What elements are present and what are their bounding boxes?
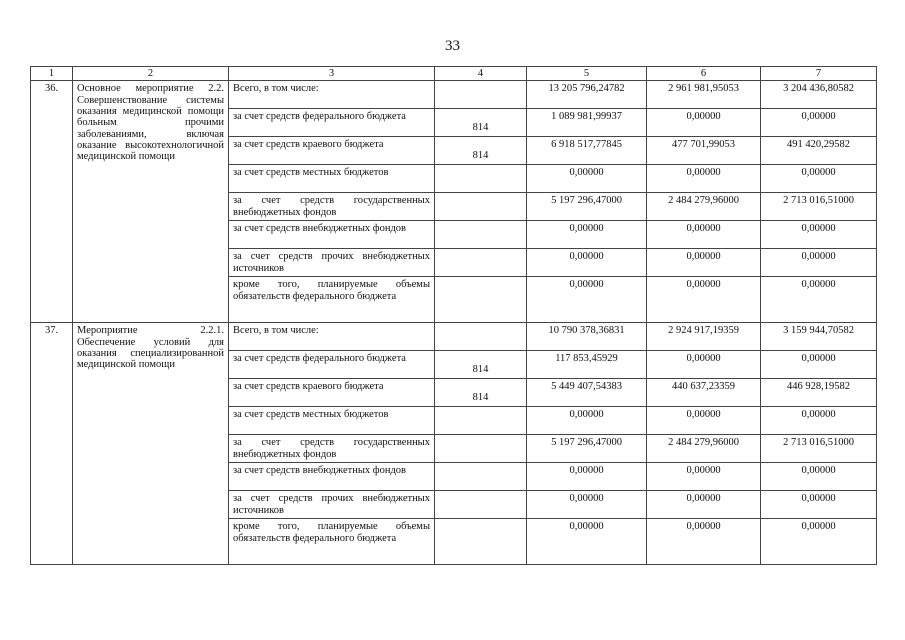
- value-col6: 0,00000: [647, 407, 761, 435]
- value-col7: 0,00000: [761, 351, 877, 379]
- value-col6: 0,00000: [647, 519, 761, 565]
- budget-code: [435, 165, 527, 193]
- value-col5: 0,00000: [527, 165, 647, 193]
- value-col7: 0,00000: [761, 165, 877, 193]
- funding-source: за счет средств внебюджетных фондов: [229, 221, 435, 249]
- value-col7: 0,00000: [761, 277, 877, 323]
- budget-code: [435, 519, 527, 565]
- value-col6: 2 961 981,95053: [647, 81, 761, 109]
- funding-source: Всего, в том числе:: [229, 323, 435, 351]
- value-col5: 5 197 296,47000: [527, 435, 647, 463]
- value-col6: 2 924 917,19359: [647, 323, 761, 351]
- value-col5: 5 449 407,54383: [527, 379, 647, 407]
- page-number: 33: [445, 38, 460, 54]
- table-row: [31, 81, 877, 109]
- measure-title: Мероприятие 2.2.1. Обеспечение условий для оказания специализированной медицинской помощи: [73, 323, 229, 565]
- value-col7: 0,00000: [761, 249, 877, 277]
- column-header: 4: [435, 67, 527, 81]
- value-col5: 0,00000: [527, 463, 647, 491]
- value-col5: 117 853,45929: [527, 351, 647, 379]
- header-row: [31, 67, 877, 81]
- value-col7: 3 159 944,70582: [761, 323, 877, 351]
- funding-source: кроме того, планируемые объемы обязательств федерального бюджета: [229, 277, 435, 323]
- column-header: 5: [527, 67, 647, 81]
- budget-code: [435, 249, 527, 277]
- value-col7: 0,00000: [761, 221, 877, 249]
- budget-code: [435, 221, 527, 249]
- column-header: 3: [229, 67, 435, 81]
- budget-code: [435, 463, 527, 491]
- value-col7: 0,00000: [761, 491, 877, 519]
- column-header: 6: [647, 67, 761, 81]
- budget-code: [435, 277, 527, 323]
- value-col7: 0,00000: [761, 519, 877, 565]
- budget-code: [435, 81, 527, 109]
- row-number: 37.: [31, 323, 73, 565]
- value-col5: 0,00000: [527, 519, 647, 565]
- column-header: 7: [761, 67, 877, 81]
- value-col6: 0,00000: [647, 109, 761, 137]
- funding-source: за счет средств краевого бюджета: [229, 379, 435, 407]
- budget-code: 814: [435, 379, 527, 407]
- value-col7: 3 204 436,80582: [761, 81, 877, 109]
- funding-source: за счет средств краевого бюджета: [229, 137, 435, 165]
- value-col6: 0,00000: [647, 249, 761, 277]
- value-col5: 0,00000: [527, 249, 647, 277]
- budget-code: [435, 491, 527, 519]
- value-col7: 2 713 016,51000: [761, 193, 877, 221]
- value-col6: 0,00000: [647, 491, 761, 519]
- value-col7: 0,00000: [761, 407, 877, 435]
- budget-code: 814: [435, 109, 527, 137]
- value-col6: 0,00000: [647, 165, 761, 193]
- value-col6: 0,00000: [647, 221, 761, 249]
- funding-source: Всего, в том числе:: [229, 81, 435, 109]
- value-col5: 0,00000: [527, 221, 647, 249]
- value-col7: 0,00000: [761, 463, 877, 491]
- value-col7: 446 928,19582: [761, 379, 877, 407]
- budget-code: [435, 323, 527, 351]
- funding-source: за счет средств местных бюджетов: [229, 165, 435, 193]
- budget-code: 814: [435, 351, 527, 379]
- budget-code: 814: [435, 137, 527, 165]
- column-header: 2: [73, 67, 229, 81]
- table-row: [31, 323, 877, 351]
- value-col7: 491 420,29582: [761, 137, 877, 165]
- value-col6: 440 637,23359: [647, 379, 761, 407]
- value-col5: 5 197 296,47000: [527, 193, 647, 221]
- budget-code: [435, 193, 527, 221]
- value-col5: 13 205 796,24782: [527, 81, 647, 109]
- value-col7: 0,00000: [761, 109, 877, 137]
- budget-table: [30, 66, 877, 565]
- value-col5: 0,00000: [527, 407, 647, 435]
- section-37: [31, 323, 877, 565]
- value-col6: 0,00000: [647, 277, 761, 323]
- section-36: [31, 81, 877, 323]
- funding-source: за счет средств государственных внебюджетных фондов: [229, 193, 435, 221]
- funding-source: за счет средств внебюджетных фондов: [229, 463, 435, 491]
- funding-source: за счет средств прочих внебюджетных источников: [229, 491, 435, 519]
- funding-source: за счет средств федерального бюджета: [229, 351, 435, 379]
- row-number: 36.: [31, 81, 73, 323]
- funding-source: за счет средств государственных внебюджетных фондов: [229, 435, 435, 463]
- value-col5: 1 089 981,99937: [527, 109, 647, 137]
- value-col6: 0,00000: [647, 351, 761, 379]
- value-col6: 2 484 279,96000: [647, 193, 761, 221]
- measure-title: Основное мероприятие 2.2. Совершенствование системы оказания медицинской помощи больным прочими заболеваниями, включая оказание высокотехнологичной медицинской помощи: [73, 81, 229, 323]
- funding-source: кроме того, планируемые объемы обязательств федерального бюджета: [229, 519, 435, 565]
- funding-source: за счет средств местных бюджетов: [229, 407, 435, 435]
- budget-code: [435, 435, 527, 463]
- value-col6: 477 701,99053: [647, 137, 761, 165]
- value-col6: 2 484 279,96000: [647, 435, 761, 463]
- value-col5: 0,00000: [527, 491, 647, 519]
- budget-code: [435, 407, 527, 435]
- value-col7: 2 713 016,51000: [761, 435, 877, 463]
- funding-source: за счет средств федерального бюджета: [229, 109, 435, 137]
- column-header: 1: [31, 67, 73, 81]
- value-col6: 0,00000: [647, 463, 761, 491]
- value-col5: 0,00000: [527, 277, 647, 323]
- value-col5: 6 918 517,77845: [527, 137, 647, 165]
- funding-source: за счет средств прочих внебюджетных источников: [229, 249, 435, 277]
- value-col5: 10 790 378,36831: [527, 323, 647, 351]
